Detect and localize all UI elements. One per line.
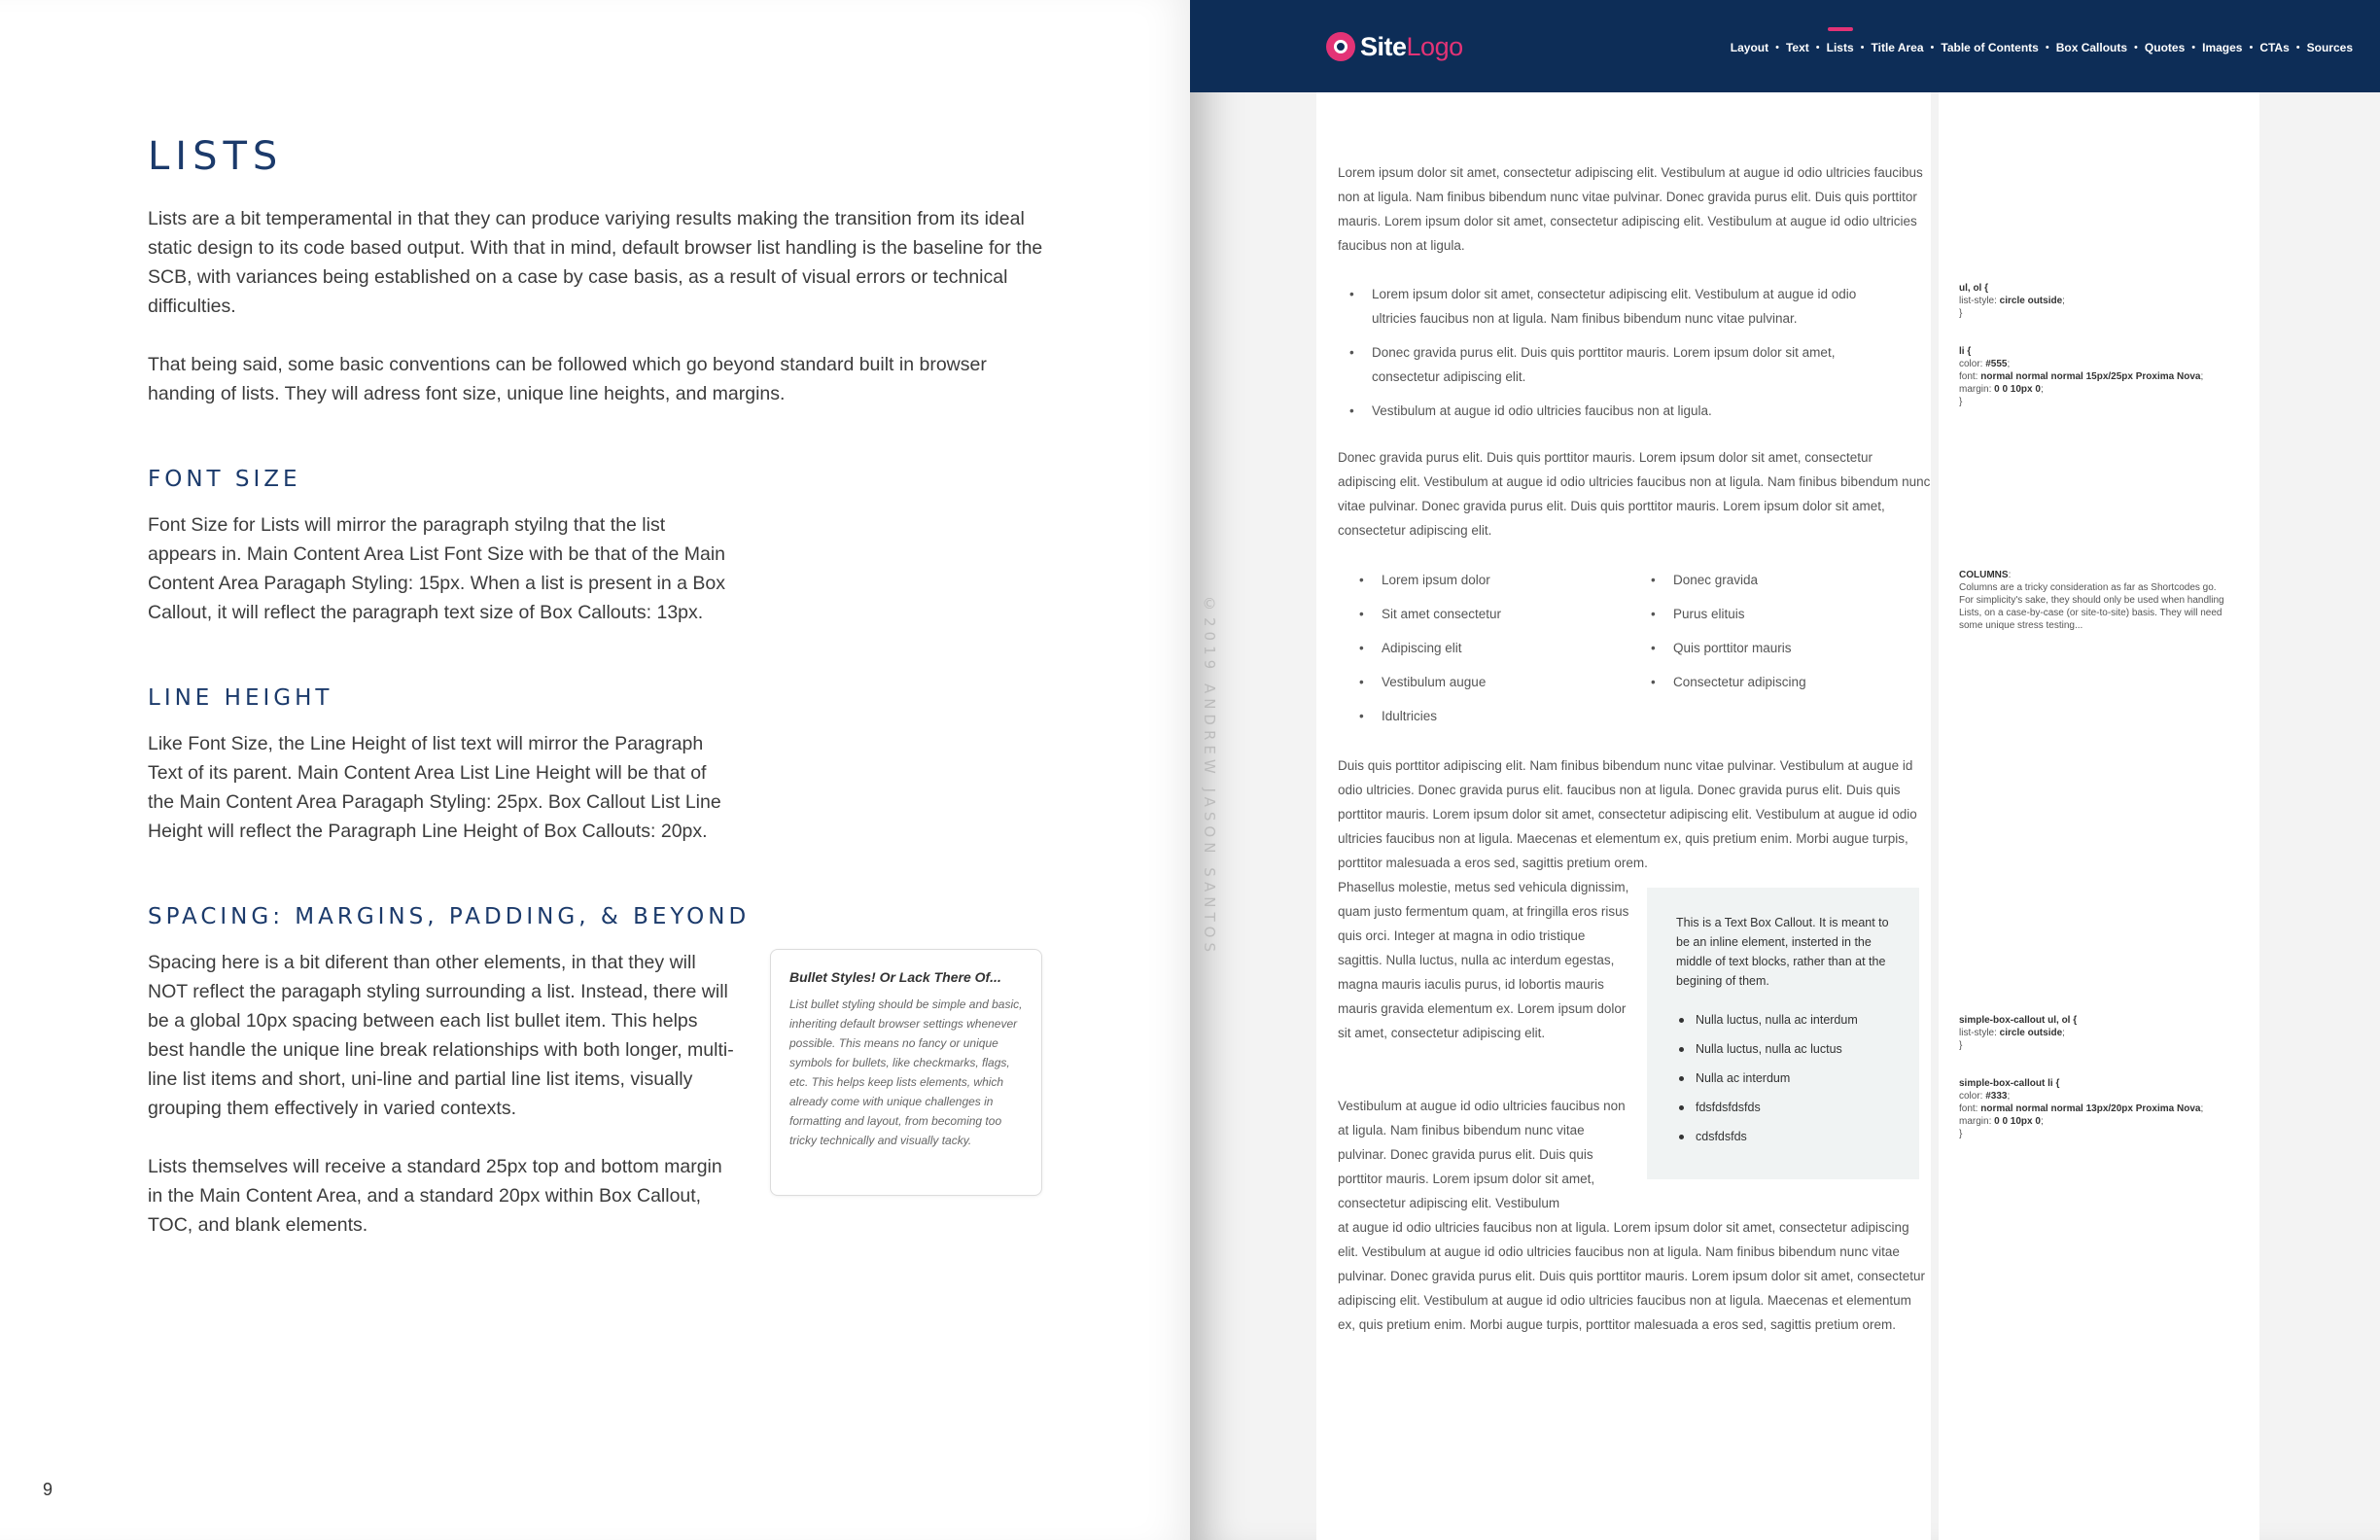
columns-note: COLUMNS: Columns are a tricky consideration as far as Shortcodes go. For simplicity's sake, they should only be used when handling Lists, on a case-by-case (or site-to-site) basis. They will need some unique stress testing... [1959,570,2224,631]
nav-item-lists[interactable]: Lists [1826,41,1854,54]
list-item: • Quis porttitor mauris [1639,636,1911,660]
spacing-heading: SPACING: MARGINS, PADDING, & BEYOND [148,904,751,929]
nav-item-quotes[interactable]: Quotes [2144,41,2186,54]
list-item: • Donec gravida [1639,568,1911,592]
list-item: cdsfdsfds [1647,1127,1919,1146]
site-logo[interactable] [1326,27,1463,66]
nav-item-ctas[interactable]: CTAs [2259,41,2290,54]
copyright-vertical: ©2019 ANDREW JASON SANTOS [1201,595,1218,957]
css-note-li: li { color: #555; font: normal normal normal 15px/25px Proxima Nova; margin: 0 0 10px 0; } [1959,346,2204,407]
font-size-text: Font Size for Lists will mirror the paragraph styilng that the list appears in. Main Content Area List Font Size with be that of the Main Content Area Paragaph Styling: 15px. When a list is present in a Box Callout, it will reflect the paragraph text size of Box Callouts: 13px. [148,514,726,623]
list-item: • Vestibulum augue [1348,670,1620,694]
box-callout-text: This is a Text Box Callout. It is meant to be an inline element, insterted in the middle of text blocks, rather than at the begining of them. [1676,916,1889,988]
column-list-right [1639,568,1911,704]
list-item: Nulla ac interdum [1647,1068,1919,1088]
nav-item-title-area[interactable]: Title Area [1871,41,1924,54]
nav-item-table-of-contents[interactable]: Table of Contents [1941,41,2039,54]
css-note-simple-box-li: simple-box-callout li { color: #333; font: normal normal normal 13px/20px Proxima Nova; margin: 0 0 10px 0; } [1959,1078,2204,1139]
list-item: • Vestibulum at augue id odio ultricies faucibus non at ligula. [1338,399,1892,423]
page-number: 9 [43,1480,53,1499]
line-height-heading: LINE HEIGHT [148,685,333,711]
content-paragraph-1: Lorem ipsum dolor sit amet, consectetur adipiscing elit. Vestibulum at augue id odio ultricies faucibus non at ligula. Nam finibus bibendum nunc vitae pulvinar. Donec gravida purus elit. Duis quis porttitor mauris. Lorem ipsum dolor sit amet, consectetur adipiscing elit. Vestibulum at augue id odio ultricies faucibus non at ligula. [1338,165,1923,253]
content-paragraph-2: Donec gravida purus elit. Duis quis porttitor mauris. Lorem ipsum dolor sit amet, consectetur adipiscing elit. Vestibulum at augue id odio ultricies faucibus non at ligula. Nam finibus bibendum nunc vitae pulvinar. Donec gravida purus elit. Duis quis porttitor mauris. Lorem ipsum dolor sit amet, consectetur adipiscing elit. [1338,450,1931,538]
callout-text: List bullet styling should be simple and basic, inheriting default browser settings whenever possible. This means no fancy or unique symbols for bullets, like checkmarks, flags, etc. This helps keep lists elements, which already come with unique challenges in formatting and layout, from becoming too tricky technically and visually tacky. [789,998,1023,1147]
logo-icon [1326,32,1355,61]
list-item: • Purus elituis [1639,602,1911,626]
spacing-text-1: Spacing here is a bit diferent than other elements, in that they will NOT reflect the paragaph styling surrounding a list. Instead, there will be a global 10px spacing between each list bullet item. This helps best handle the unique line break relationships with both longer, multi-line list items and short, uni-line and partial line list items, visually grouping them effectively in varied contexts. [148,952,734,1119]
list-item: • Consectetur adipiscing [1639,670,1911,694]
page-title: LISTS [148,134,284,179]
content-paragraph-5a: Vestibulum at augue id odio ultricies faucibus non at ligula. Nam finibus bibendum nunc vitae pulvinar. Donec gravida purus elit. Duis quis porttitor mauris. Lorem ipsum dolor sit amet, consectetur adipiscing elit. Vestibulum [1338,1099,1626,1210]
spacing-text-2: Lists themselves will receive a standard 25px top and bottom margin in the Main Content Area, and a standard 20px within Box Callout, TOC, and blank elements. [148,1156,722,1236]
list-item: • Donec gravida purus elit. Duis quis porttitor mauris. Lorem ipsum dolor sit amet, consectetur adipiscing elit. [1338,340,1892,389]
column-list-left [1348,568,1620,738]
main-nav: Layout • Text • Lists • Title Area • Table of Contents • Box Callouts • Quotes • Images • CTAs • Sources [1730,41,2353,54]
text-box-callout [1647,888,1919,1179]
nav-item-layout[interactable]: Layout [1730,41,1769,54]
intro-paragraph-1: Lists are a bit temperamental in that they can produce variying results making the transition from its ideal static design to its code based output. With that in mind, default browser list handling is the baseline for the SCB, with variances being established on a case by case basis, as a result of visual errors or technical difficulties. [148,208,1043,317]
callout-title: Bullet Styles! Or Lack There Of... [789,969,1001,985]
box-callout-list [1647,1010,1919,1146]
nav-item-box-callouts[interactable]: Box Callouts [2055,41,2128,54]
font-size-heading: FONT SIZE [148,467,301,492]
list-item: Nulla luctus, nulla ac luctus [1647,1039,1919,1059]
list-item: • Lorem ipsum dolor sit amet, consectetur adipiscing elit. Vestibulum at augue id odio ultricies faucibus non at ligula. Nam finibus bibendum nunc vitae pulvinar. [1338,282,1892,331]
line-height-text: Like Font Size, the Line Height of list text will mirror the Paragraph Text of its parent. Main Content Area List Line Height will be that of the Main Content Area Paragaph Styling: 25px. Box Callout List Line Height will reflect the Paragraph Line Height of Box Callouts: 20px. [148,733,721,842]
logo-text: SiteLogo [1360,31,1463,61]
nav-item-sources[interactable]: Sources [2306,41,2353,54]
content-paragraph-5b: at augue id odio ultricies faucibus non at ligula. Lorem ipsum dolor sit amet, consectetur adipiscing elit. Vestibulum at augue id odio ultricies faucibus non at ligula. Nam finibus bibendum nunc vitae pulvinar. Donec gravida purus elit. Duis quis porttitor mauris. Lorem ipsum dolor sit amet, consectetur adipiscing elit. Vestibulum at augue id odio ultricies faucibus non at ligula. Maecenas et elementum ex, quis pretium enim. Morbi augue turpis, porttitor malesuada a eros sed, sagittis pretium orem. [1338,1220,1926,1332]
nav-item-text[interactable]: Text [1785,41,1809,54]
list-item: • Sit amet consectetur [1348,602,1620,626]
site-header [1190,0,2380,92]
nav-item-images[interactable]: Images [2202,41,2243,54]
list-item: Nulla luctus, nulla ac interdum [1647,1010,1919,1030]
list-item: • Adipiscing elit [1348,636,1620,660]
bullet-styles-callout [770,949,1042,1196]
css-note-simple-box-ul: simple-box-callout ul, ol { list-style: circle outside; } [1959,1015,2078,1051]
content-paragraph-3: Duis quis porttitor adipiscing elit. Nam finibus bibendum nunc vitae pulvinar. Vestibulum at augue id odio ultricies. Donec gravida purus elit. faucibus non at ligula. Donec gravida purus elit. Duis quis porttitor mauris. Lorem ipsum dolor sit amet, consectetur adipiscing elit. Vestibulum at augue id odio ultricies faucibus non at ligula. Maecenas et elementum ex, quis pretium enim. Morbi augue turpis, porttitor malesuada a eros sed, sagittis pretium orem. [1338,758,1917,870]
bullet-list-1 [1338,282,1892,433]
list-item: fdsfdsfdsfds [1647,1098,1919,1117]
list-item: • Lorem ipsum dolor [1348,568,1620,592]
css-note-ul: ul, ol { list-style: circle outside; } [1959,283,2065,319]
intro-paragraph-2: That being said, some basic conventions can be followed which go beyond standard built in browser handing of lists. They will adress font size, unique line heights, and margins. [148,354,987,404]
content-paragraph-4: Phasellus molestie, metus sed vehicula dignissim, quam justo fermentum quam, at fringilla eros risus quis orci. Integer at magna in odio tristique sagittis. Nulla luctus, nulla ac interdum egestas, magna mauris iaculis purus, id lobortis mauris mauris gravida elementum ex. Lorem ipsum dolor sit amet, consectetur adipiscing elit. [1338,880,1629,1040]
list-item: • Idultricies [1348,704,1620,728]
